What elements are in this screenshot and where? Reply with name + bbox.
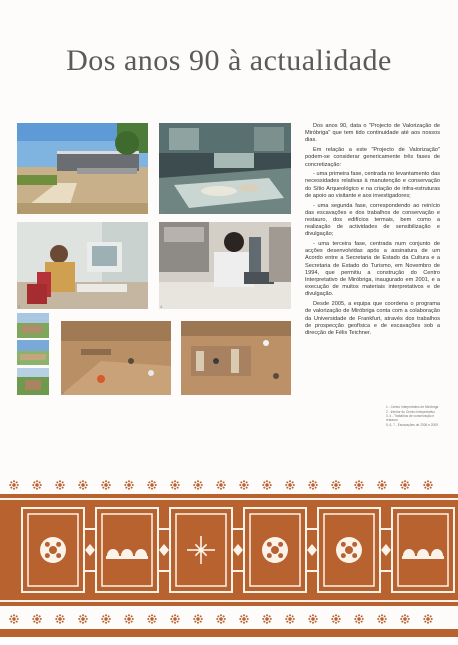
rosette-icon bbox=[377, 480, 387, 490]
photo-number: 5 bbox=[18, 360, 21, 365]
photo-small-site-1-image bbox=[17, 313, 49, 338]
rosette-icon bbox=[239, 480, 249, 490]
page-title: Dos anos 90 à actualidade bbox=[66, 44, 392, 77]
paragraph: - uma primeira fase, centrada no levantamento das necessidades relativas à manutenção e conservação do Sítio Arqueológico e na criação de infra-estruturas de apoio ao visitante e aos investigadores; bbox=[305, 171, 440, 199]
body-text bbox=[305, 123, 440, 340]
paragraph: Desde 2005, a equipa que coordena o programa de valorização de Miróbriga conta com a colaboração da Universidade de Frankfurt, através dos trabalhos de prospecção geofísica e de escavações sob a direcção de Félix Teichner. bbox=[305, 301, 440, 336]
rosette-icon bbox=[170, 480, 180, 490]
rosette-icon bbox=[308, 480, 318, 490]
rosette-icon bbox=[354, 480, 364, 490]
rosette-icon bbox=[331, 614, 341, 624]
rosette-icon bbox=[216, 480, 226, 490]
rosette-icon bbox=[170, 614, 180, 624]
rosette-icon bbox=[124, 614, 134, 624]
photo-display-cases-image bbox=[159, 123, 291, 214]
rosette-icon bbox=[400, 614, 410, 624]
rosette-icon bbox=[423, 614, 433, 624]
photo-number: 6 bbox=[62, 390, 65, 395]
photo-small-site-3-image bbox=[17, 368, 49, 395]
photo-researcher-computer-image bbox=[17, 222, 148, 309]
rosette-icon bbox=[147, 480, 157, 490]
photo-small-site-2 bbox=[17, 340, 49, 365]
photo-interpretive-centre-image bbox=[17, 123, 148, 214]
photo-number: 3 bbox=[18, 304, 21, 309]
photo-captions bbox=[386, 405, 446, 427]
paragraph: - uma segunda fase, correspondendo ao reinício das escavações e dos trabalhos de conservação e restauro, dos edifícios termais, bem como a realização de actividades de sensibilização e divulgação; bbox=[305, 202, 440, 238]
rosette-icon bbox=[55, 614, 65, 624]
photo-number: 7 bbox=[182, 390, 185, 395]
rosette-icon bbox=[354, 614, 364, 624]
rosette-icon bbox=[101, 480, 111, 490]
rosette-icon bbox=[78, 614, 88, 624]
photo-interpretive-centre bbox=[17, 123, 148, 214]
rosette-icon bbox=[9, 614, 19, 624]
rosette-icon bbox=[78, 480, 88, 490]
photo-small-site-2-image bbox=[17, 340, 49, 365]
rosette-icon bbox=[285, 614, 295, 624]
rosette-icon bbox=[308, 614, 318, 624]
photo-excavation-1 bbox=[61, 321, 171, 395]
rosette-icon bbox=[124, 480, 134, 490]
photo-excavation-1-image bbox=[61, 321, 171, 395]
rosette-icon bbox=[216, 614, 226, 624]
rosette-icon bbox=[9, 480, 19, 490]
paragraph: Dos anos 90, data o "Projecto de Valorização de Miróbriga" que tem tido continuidade até aos nossos dias. bbox=[305, 123, 440, 144]
photo-display-cases bbox=[159, 123, 291, 214]
photo-number: 1 bbox=[18, 209, 21, 214]
rosette-icon bbox=[101, 614, 111, 624]
photo-number: 2 bbox=[160, 209, 163, 214]
photo-number: 4 bbox=[160, 304, 163, 309]
photo-microscope-image bbox=[159, 222, 291, 309]
photo-small-site-1 bbox=[17, 313, 49, 338]
rosette-icon bbox=[147, 614, 157, 624]
rosette-row-top bbox=[9, 480, 433, 490]
decorative-border bbox=[0, 478, 458, 640]
paragraph: Em relação a este "Projecto de Valorização" podem-se considerar genericamente três fases de concretização: bbox=[305, 147, 440, 168]
caption: 2 - Interior do Centro Interpretativo bbox=[386, 409, 435, 414]
rosette-row-bottom bbox=[9, 614, 433, 624]
rosette-icon bbox=[262, 614, 272, 624]
rosette-icon bbox=[423, 480, 433, 490]
rosette-icon bbox=[193, 614, 203, 624]
caption: 3, 4 - Trabalhos de conservação e restauro bbox=[386, 414, 435, 422]
rosette-icon bbox=[32, 480, 42, 490]
caption: 5, 6, 7 - Escavações de 2006 e 2009 bbox=[386, 422, 438, 427]
rosette-icon bbox=[55, 480, 65, 490]
rosette-icon bbox=[331, 480, 341, 490]
rosette-icon bbox=[239, 614, 249, 624]
decorative-border-pattern bbox=[0, 478, 458, 640]
rosette-icon bbox=[400, 480, 410, 490]
rosette-icon bbox=[285, 480, 295, 490]
caption: 1 - Centro Interpretativo de Miróbriga bbox=[386, 405, 439, 409]
photo-excavation-2 bbox=[181, 321, 291, 395]
paragraph: - uma terceira fase, centrada num conjunto de acções desenvolvidas após a assinatura de um Acordo entre a Secretaria de Estado da Cultura e a Secretaria de Estado do Turismo, em Novembro de 1994, que permitiu a construção do Centro Interpretativo de Miróbriga, inaugurado em 2001, e a execução de muitos materiais interpretativos e de divulgação. bbox=[305, 241, 440, 298]
rosette-icon bbox=[32, 614, 42, 624]
photo-researcher-computer bbox=[17, 222, 148, 309]
photo-microscope bbox=[159, 222, 291, 309]
rosette-icon bbox=[377, 614, 387, 624]
photo-small-site-3 bbox=[17, 368, 49, 395]
photo-excavation-2-image bbox=[181, 321, 291, 395]
rosette-icon bbox=[193, 480, 203, 490]
rosette-icon bbox=[262, 480, 272, 490]
